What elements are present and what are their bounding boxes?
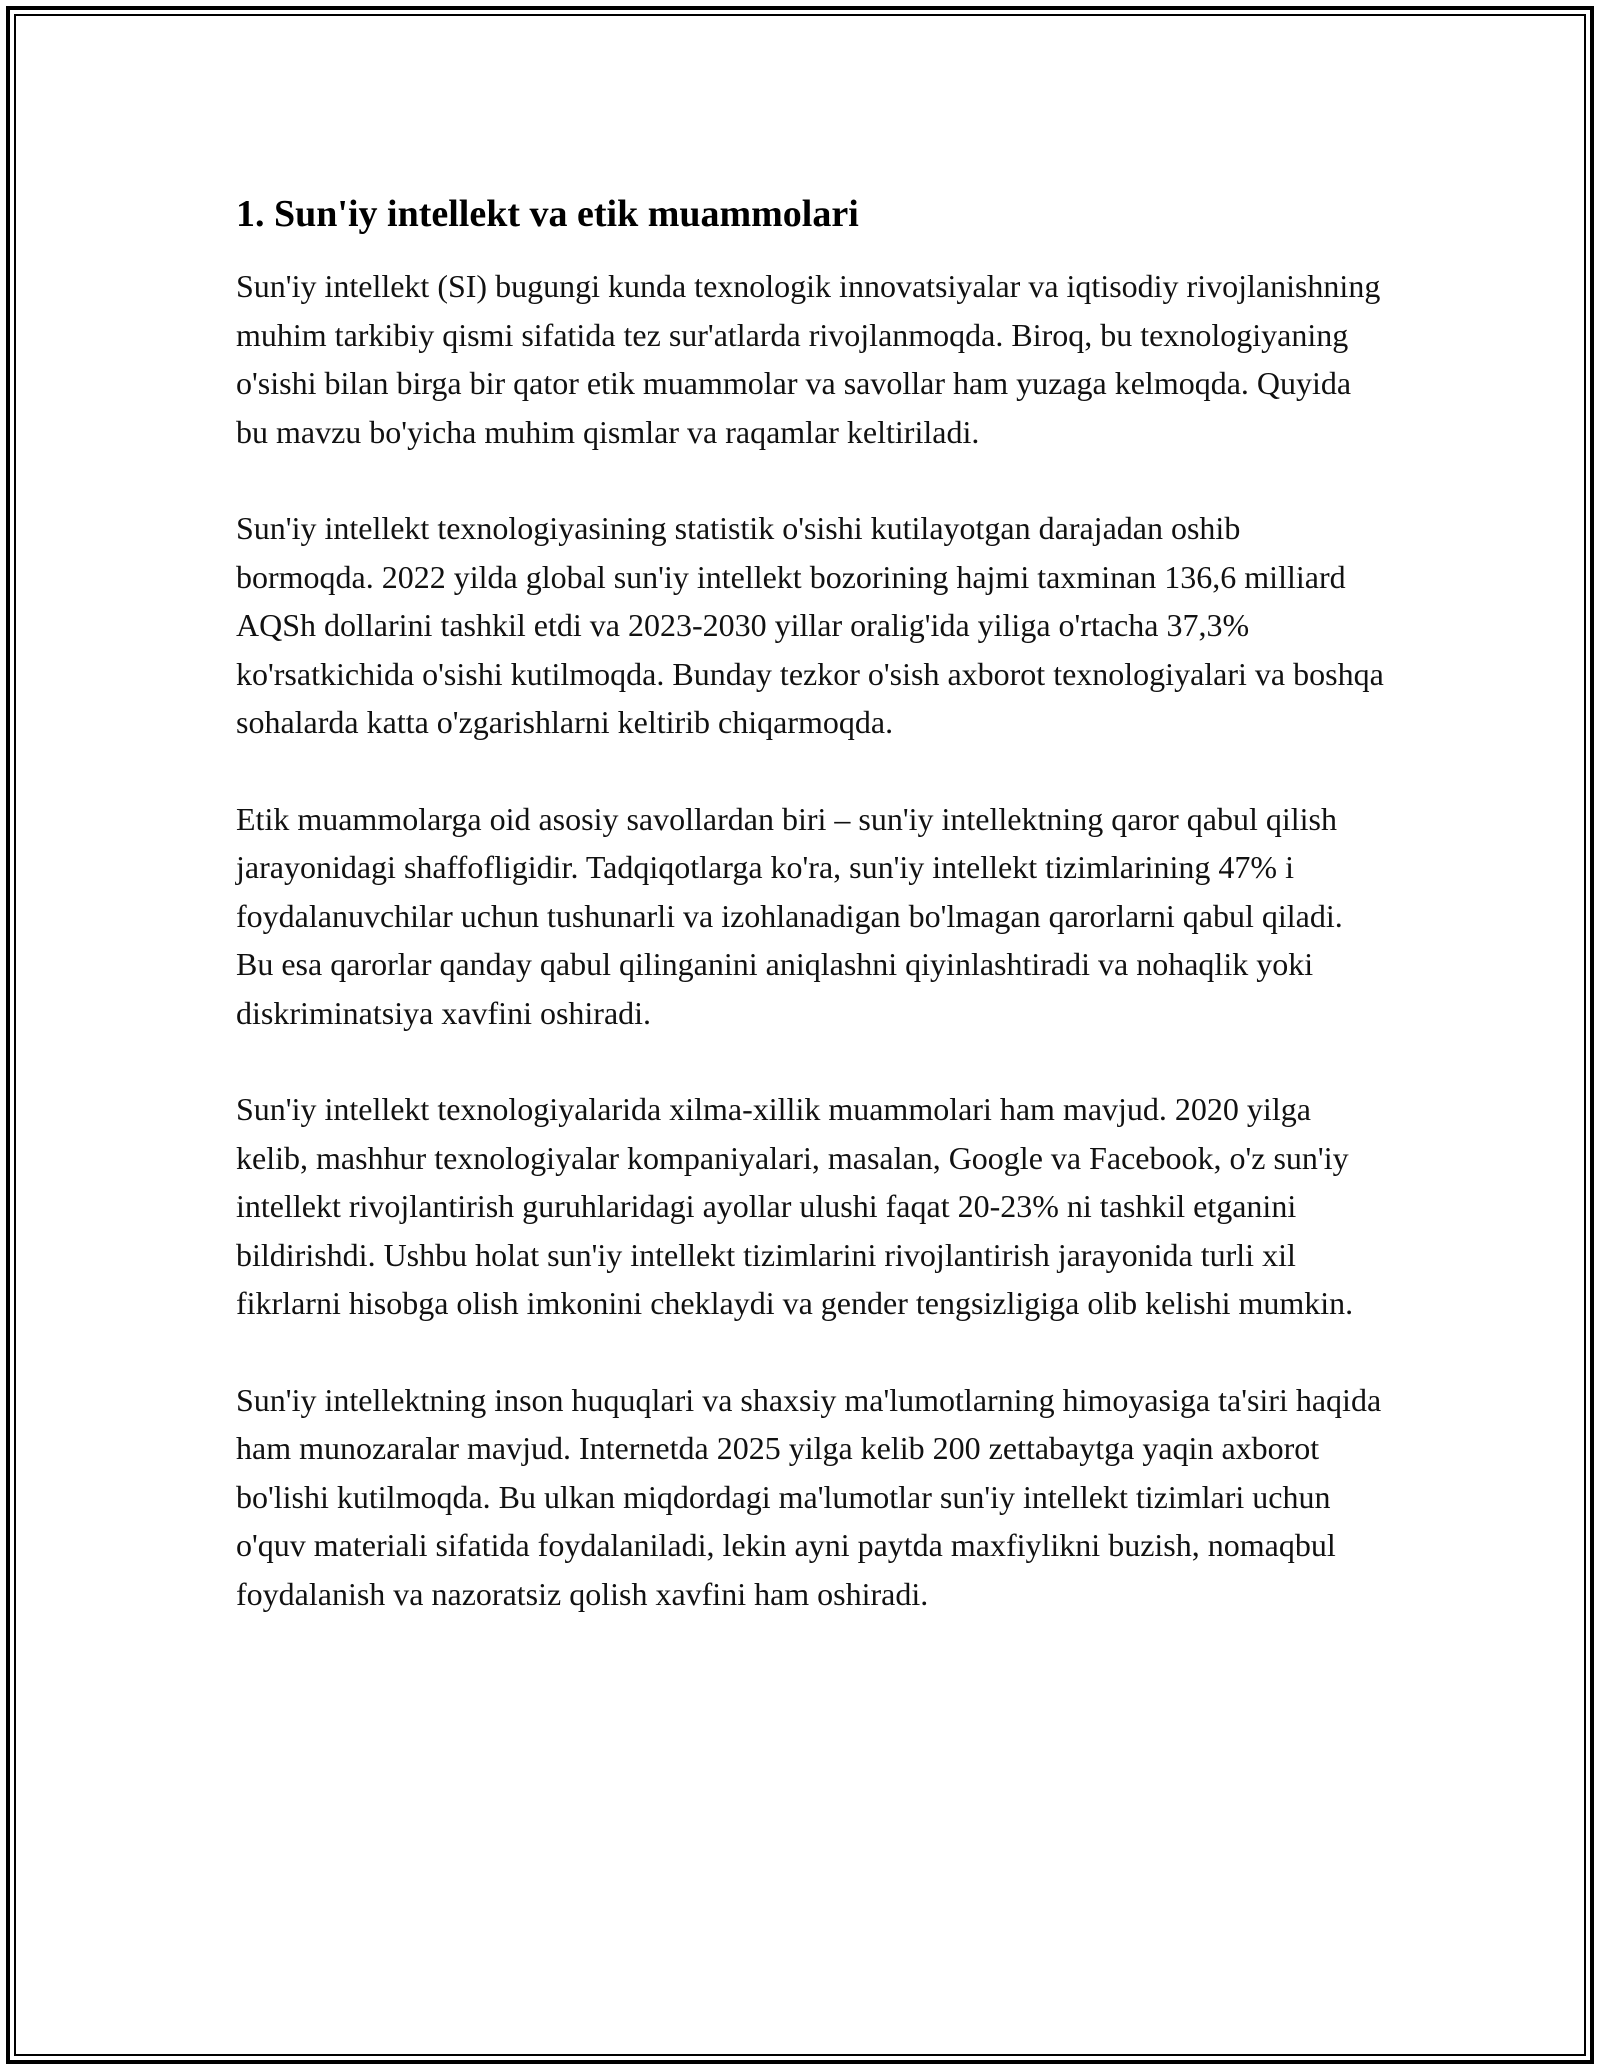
paragraph-diversity: Sun'iy intellekt texnologiyalarida xilma-xillik muammolari ham mavjud. 2020 yilga kelib, mashhur texnologiyalar kompaniyalari, masalan, Google va Facebook, o'z sun'iy intellekt rivojlantirish guruhlaridagi ayollar ulushi faqat 20-23% ni tashkil etganini bildirishdi. Ushbu holat sun'iy intellekt tizimlarini rivojlantirish jarayonida turli xil fikrlarni hisobga olish imkonini cheklaydi va gender tengsizligiga olib kelishi mumkin. <box>236 1091 1354 1321</box>
paragraph-market-growth: Sun'iy intellekt texnologiyasining statistik o'sishi kutilayotgan darajadan oshib bormoqda. 2022 yilda global sun'iy intellekt bozorining hajmi taxminan 136,6 milliard AQSh dollarini tashkil etdi va 2023-2030 yillar oralig'ida yiliga o'rtacha 37,3% ko'rsatkichida o'sishi kutilmoqda. Bunday tezkor o'sish axborot texnologiyalari va boshqa sohalarda katta o'zgarishlarni keltirib chiqarmoqda. <box>236 510 1384 740</box>
paragraph-privacy: Sun'iy intellektning inson huquqlari va shaxsiy ma'lumotlarning himoyasiga ta'siri haqida ham munozaralar mavjud. Internetda 2025 yilga kelib 200 zettabaytga yaqin axborot bo'lishi kutilmoqda. Bu ulkan miqdordagi ma'lumotlar sun'iy intellekt tizimlari uchun o'quv materiali sifatida foydalaniladi, lekin ayni paytda maxfiylikni buzish, nomaqbul foydalanish va nazoratsiz qolish xavfini ham oshiradi. <box>236 1381 1382 1612</box>
section-heading: 1. Sun'iy intellekt va etik muammolari <box>236 193 859 235</box>
paragraph-intro: Sun'iy intellekt (SI) bugungi kunda texnologik innovatsiyalar va iqtisodiy rivojlanishning muhim tarkibiy qismi sifatida tez sur'atlarda rivojlanmoqda. Biroq, bu texnologiyaning o'sishi bilan birga bir qator etik muammolar va savollar ham yuzaga kelmoqda. Quyida bu mavzu bo'yicha muhim qismlar va raqamlar keltiriladi. <box>236 268 1381 450</box>
paragraph-transparency: Etik muammolarga oid asosiy savollardan biri – sun'iy intellektning qaror qabul qilish jarayonidagi shaffofligidir. Tadqiqotlarga ko'ra, sun'iy intellekt tizimlarining 47% i foydalanuvchilar uchun tushunarli va izohlanadigan bo'lmagan qarorlarni qabul qiladi. Bu esa qarorlar qanday qabul qilinganini aniqlashni qiyinlashtiradi va nohaqlik yoki diskriminatsiya xavfini oshiradi. <box>236 800 1343 1031</box>
document-body <box>236 188 1386 1666</box>
